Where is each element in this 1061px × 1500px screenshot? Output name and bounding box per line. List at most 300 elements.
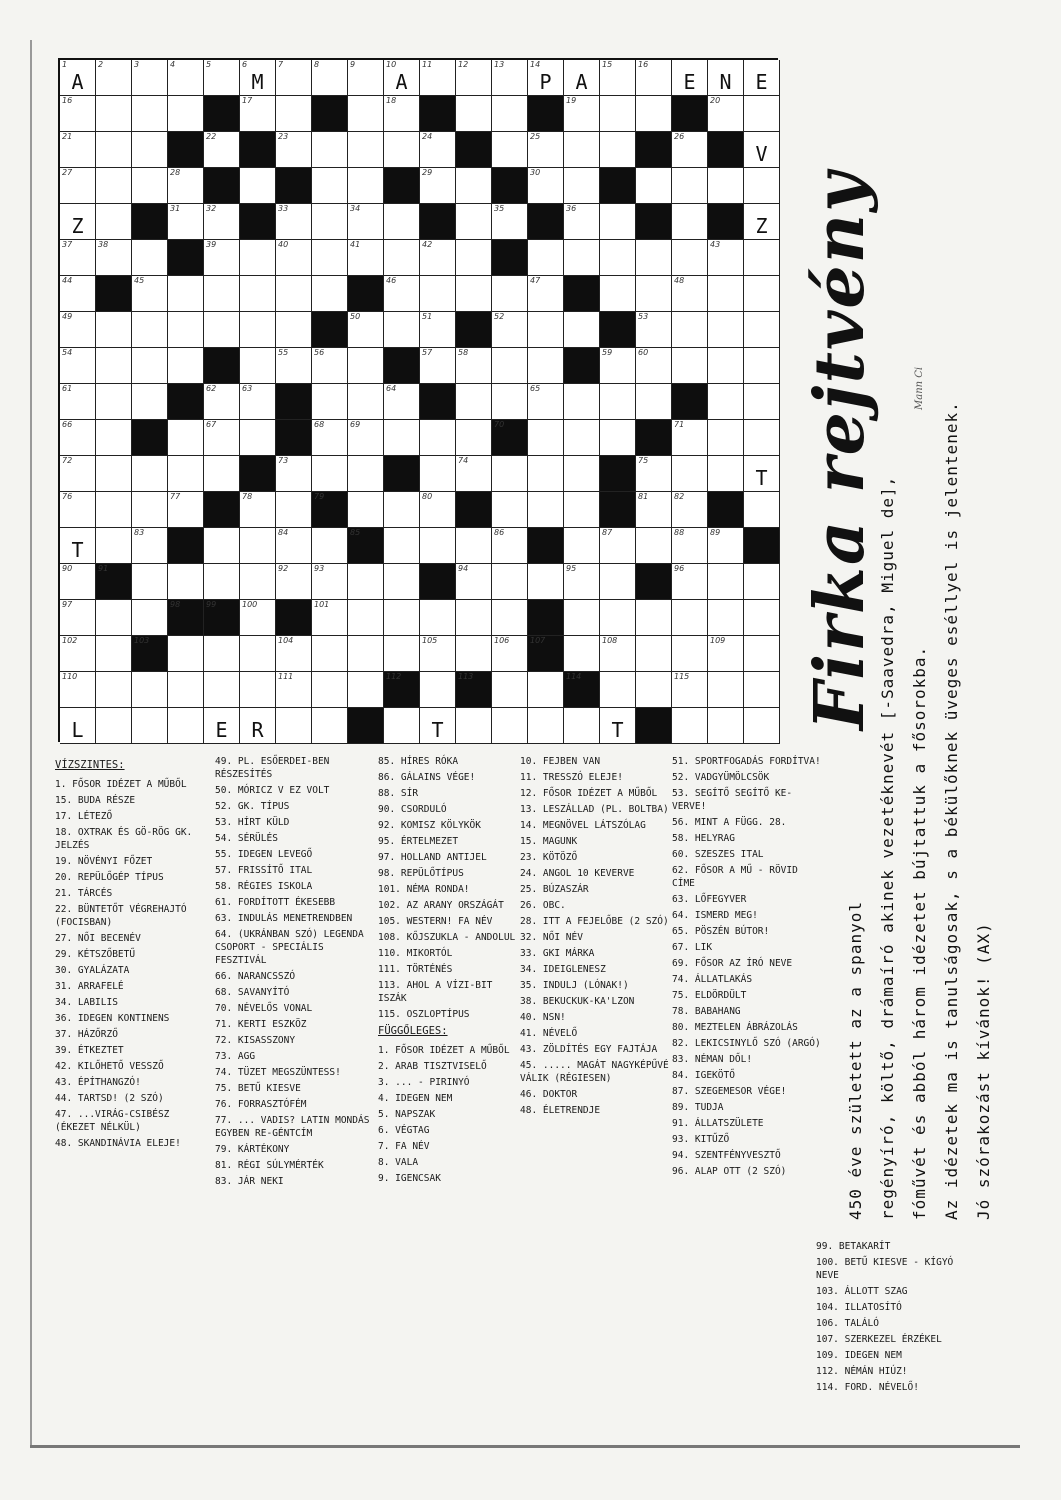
grid-cell[interactable]: [240, 528, 276, 564]
grid-cell[interactable]: [708, 672, 744, 708]
grid-cell[interactable]: [60, 492, 96, 528]
grid-cell[interactable]: [168, 348, 204, 384]
grid-cell[interactable]: [276, 672, 312, 708]
grid-cell[interactable]: [96, 348, 132, 384]
grid-cell[interactable]: [240, 420, 276, 456]
grid-cell[interactable]: [384, 132, 420, 168]
grid-cell[interactable]: [132, 672, 168, 708]
grid-cell[interactable]: [420, 348, 456, 384]
grid-cell[interactable]: [312, 420, 348, 456]
grid-cell[interactable]: [528, 60, 564, 96]
grid-cell[interactable]: [168, 672, 204, 708]
grid-cell[interactable]: [528, 132, 564, 168]
grid-cell[interactable]: [636, 96, 672, 132]
grid-cell[interactable]: [600, 564, 636, 600]
grid-cell[interactable]: [564, 708, 600, 744]
grid-cell[interactable]: [348, 600, 384, 636]
grid-cell[interactable]: [60, 96, 96, 132]
grid-cell[interactable]: [96, 204, 132, 240]
grid-cell[interactable]: [348, 204, 384, 240]
grid-cell[interactable]: [96, 240, 132, 276]
grid-cell[interactable]: [672, 312, 708, 348]
grid-cell[interactable]: [384, 492, 420, 528]
grid-cell[interactable]: [456, 420, 492, 456]
grid-cell[interactable]: [456, 276, 492, 312]
grid-cell[interactable]: [636, 348, 672, 384]
grid-cell[interactable]: [96, 168, 132, 204]
grid-cell[interactable]: [132, 456, 168, 492]
grid-cell[interactable]: [240, 708, 276, 744]
grid-cell[interactable]: [528, 420, 564, 456]
grid-cell[interactable]: [744, 708, 780, 744]
grid-cell[interactable]: [240, 384, 276, 420]
grid-cell[interactable]: [528, 492, 564, 528]
grid-cell[interactable]: [204, 312, 240, 348]
grid-cell[interactable]: [708, 456, 744, 492]
grid-cell[interactable]: [204, 528, 240, 564]
grid-cell[interactable]: [672, 636, 708, 672]
grid-cell[interactable]: [96, 456, 132, 492]
grid-cell[interactable]: [384, 204, 420, 240]
grid-cell[interactable]: [312, 276, 348, 312]
grid-cell[interactable]: [132, 276, 168, 312]
grid-cell[interactable]: [96, 708, 132, 744]
grid-cell[interactable]: [600, 600, 636, 636]
grid-cell[interactable]: [384, 60, 420, 96]
grid-cell[interactable]: [60, 132, 96, 168]
grid-cell[interactable]: [744, 60, 780, 96]
grid-cell[interactable]: [276, 708, 312, 744]
grid-cell[interactable]: [492, 96, 528, 132]
grid-cell[interactable]: [96, 312, 132, 348]
grid-cell[interactable]: [528, 708, 564, 744]
grid-cell[interactable]: [60, 636, 96, 672]
grid-cell[interactable]: [564, 312, 600, 348]
grid-cell[interactable]: [96, 420, 132, 456]
grid-cell[interactable]: [204, 132, 240, 168]
grid-cell[interactable]: [348, 168, 384, 204]
grid-cell[interactable]: [384, 708, 420, 744]
grid-cell[interactable]: [312, 636, 348, 672]
grid-cell[interactable]: [672, 348, 708, 384]
grid-cell[interactable]: [456, 348, 492, 384]
grid-cell[interactable]: [744, 240, 780, 276]
grid-cell[interactable]: [492, 456, 528, 492]
grid-cell[interactable]: [168, 312, 204, 348]
grid-cell[interactable]: [492, 492, 528, 528]
grid-cell[interactable]: [636, 672, 672, 708]
grid-cell[interactable]: [564, 204, 600, 240]
grid-cell[interactable]: [564, 384, 600, 420]
grid-cell[interactable]: [708, 168, 744, 204]
grid-cell[interactable]: [420, 456, 456, 492]
grid-cell[interactable]: [312, 672, 348, 708]
grid-cell[interactable]: [348, 636, 384, 672]
grid-cell[interactable]: [636, 276, 672, 312]
grid-cell[interactable]: [96, 132, 132, 168]
grid-cell[interactable]: [456, 204, 492, 240]
grid-cell[interactable]: [672, 600, 708, 636]
grid-cell[interactable]: [132, 564, 168, 600]
grid-cell[interactable]: [528, 276, 564, 312]
grid-cell[interactable]: [168, 204, 204, 240]
grid-cell[interactable]: [600, 708, 636, 744]
grid-cell[interactable]: [564, 60, 600, 96]
grid-cell[interactable]: [168, 636, 204, 672]
grid-cell[interactable]: [132, 600, 168, 636]
grid-cell[interactable]: [60, 168, 96, 204]
grid-cell[interactable]: [60, 600, 96, 636]
grid-cell[interactable]: [384, 276, 420, 312]
grid-cell[interactable]: [672, 564, 708, 600]
grid-cell[interactable]: [492, 276, 528, 312]
grid-cell[interactable]: [744, 276, 780, 312]
grid-cell[interactable]: [384, 240, 420, 276]
grid-cell[interactable]: [96, 672, 132, 708]
grid-cell[interactable]: [744, 492, 780, 528]
grid-cell[interactable]: [420, 672, 456, 708]
grid-cell[interactable]: [708, 276, 744, 312]
grid-cell[interactable]: [528, 456, 564, 492]
grid-cell[interactable]: [168, 168, 204, 204]
grid-cell[interactable]: [492, 564, 528, 600]
grid-cell[interactable]: [348, 96, 384, 132]
grid-cell[interactable]: [240, 60, 276, 96]
grid-cell[interactable]: [168, 456, 204, 492]
grid-cell[interactable]: [312, 168, 348, 204]
grid-cell[interactable]: [312, 204, 348, 240]
grid-cell[interactable]: [240, 492, 276, 528]
grid-cell[interactable]: [672, 420, 708, 456]
grid-cell[interactable]: [744, 96, 780, 132]
grid-cell[interactable]: [420, 312, 456, 348]
grid-cell[interactable]: [96, 384, 132, 420]
grid-cell[interactable]: [348, 132, 384, 168]
grid-cell[interactable]: [708, 96, 744, 132]
grid-cell[interactable]: [456, 168, 492, 204]
grid-cell[interactable]: [564, 456, 600, 492]
grid-cell[interactable]: [600, 636, 636, 672]
grid-cell[interactable]: [708, 708, 744, 744]
grid-cell[interactable]: [132, 312, 168, 348]
grid-cell[interactable]: [60, 456, 96, 492]
grid-cell[interactable]: [636, 168, 672, 204]
grid-cell[interactable]: [600, 60, 636, 96]
grid-cell[interactable]: [528, 564, 564, 600]
grid-cell[interactable]: [276, 132, 312, 168]
grid-cell[interactable]: [132, 132, 168, 168]
grid-cell[interactable]: [204, 204, 240, 240]
grid-cell[interactable]: [240, 636, 276, 672]
grid-cell[interactable]: [60, 420, 96, 456]
grid-cell[interactable]: [276, 636, 312, 672]
grid-cell[interactable]: [204, 276, 240, 312]
grid-cell[interactable]: [240, 96, 276, 132]
grid-cell[interactable]: [276, 60, 312, 96]
grid-cell[interactable]: [60, 384, 96, 420]
grid-cell[interactable]: [240, 312, 276, 348]
grid-cell[interactable]: [312, 384, 348, 420]
grid-cell[interactable]: [564, 96, 600, 132]
grid-cell[interactable]: [672, 528, 708, 564]
grid-cell[interactable]: [420, 240, 456, 276]
grid-cell[interactable]: [240, 240, 276, 276]
grid-cell[interactable]: [744, 384, 780, 420]
grid-cell[interactable]: [96, 600, 132, 636]
grid-cell[interactable]: [60, 312, 96, 348]
grid-cell[interactable]: [672, 168, 708, 204]
grid-cell[interactable]: [420, 132, 456, 168]
grid-cell[interactable]: [744, 636, 780, 672]
grid-cell[interactable]: [456, 60, 492, 96]
grid-cell[interactable]: [348, 384, 384, 420]
grid-cell[interactable]: [420, 420, 456, 456]
grid-cell[interactable]: [492, 636, 528, 672]
grid-cell[interactable]: [636, 600, 672, 636]
grid-cell[interactable]: [708, 312, 744, 348]
grid-cell[interactable]: [312, 60, 348, 96]
grid-cell[interactable]: [276, 312, 312, 348]
grid-cell[interactable]: [564, 636, 600, 672]
grid-cell[interactable]: [420, 60, 456, 96]
grid-cell[interactable]: [132, 240, 168, 276]
grid-cell[interactable]: [168, 420, 204, 456]
grid-cell[interactable]: [600, 348, 636, 384]
grid-cell[interactable]: [744, 600, 780, 636]
grid-cell[interactable]: [528, 672, 564, 708]
grid-cell[interactable]: [60, 564, 96, 600]
grid-cell[interactable]: [384, 528, 420, 564]
grid-cell[interactable]: [420, 600, 456, 636]
grid-cell[interactable]: [600, 240, 636, 276]
grid-cell[interactable]: [528, 168, 564, 204]
grid-cell[interactable]: [204, 420, 240, 456]
grid-cell[interactable]: [600, 528, 636, 564]
grid-cell[interactable]: [384, 564, 420, 600]
grid-cell[interactable]: [744, 348, 780, 384]
grid-cell[interactable]: [348, 420, 384, 456]
grid-cell[interactable]: [564, 528, 600, 564]
grid-cell[interactable]: [564, 600, 600, 636]
grid-cell[interactable]: [744, 204, 780, 240]
grid-cell[interactable]: [132, 348, 168, 384]
grid-cell[interactable]: [744, 168, 780, 204]
grid-cell[interactable]: [168, 96, 204, 132]
grid-cell[interactable]: [492, 528, 528, 564]
grid-cell[interactable]: [528, 348, 564, 384]
grid-cell[interactable]: [204, 708, 240, 744]
grid-cell[interactable]: [60, 240, 96, 276]
grid-cell[interactable]: [168, 564, 204, 600]
grid-cell[interactable]: [636, 456, 672, 492]
grid-cell[interactable]: [204, 636, 240, 672]
grid-cell[interactable]: [240, 564, 276, 600]
grid-cell[interactable]: [528, 384, 564, 420]
grid-cell[interactable]: [708, 600, 744, 636]
grid-cell[interactable]: [60, 528, 96, 564]
grid-cell[interactable]: [600, 96, 636, 132]
grid-cell[interactable]: [348, 492, 384, 528]
grid-cell[interactable]: [240, 168, 276, 204]
grid-cell[interactable]: [672, 204, 708, 240]
grid-cell[interactable]: [492, 204, 528, 240]
grid-cell[interactable]: [528, 240, 564, 276]
grid-cell[interactable]: [312, 528, 348, 564]
grid-cell[interactable]: [312, 600, 348, 636]
grid-cell[interactable]: [384, 96, 420, 132]
grid-cell[interactable]: [420, 636, 456, 672]
grid-cell[interactable]: [312, 708, 348, 744]
grid-cell[interactable]: [564, 240, 600, 276]
grid-cell[interactable]: [204, 564, 240, 600]
grid-cell[interactable]: [276, 528, 312, 564]
grid-cell[interactable]: [420, 168, 456, 204]
grid-cell[interactable]: [600, 420, 636, 456]
grid-cell[interactable]: [672, 708, 708, 744]
grid-cell[interactable]: [348, 240, 384, 276]
grid-cell[interactable]: [708, 528, 744, 564]
grid-cell[interactable]: [492, 708, 528, 744]
grid-cell[interactable]: [708, 348, 744, 384]
grid-cell[interactable]: [492, 312, 528, 348]
grid-cell[interactable]: [276, 96, 312, 132]
grid-cell[interactable]: [132, 384, 168, 420]
grid-cell[interactable]: [204, 240, 240, 276]
grid-cell[interactable]: [600, 132, 636, 168]
grid-cell[interactable]: [276, 348, 312, 384]
grid-cell[interactable]: [60, 276, 96, 312]
grid-cell[interactable]: [744, 564, 780, 600]
grid-cell[interactable]: [60, 60, 96, 96]
grid-cell[interactable]: [600, 276, 636, 312]
grid-cell[interactable]: [348, 564, 384, 600]
grid-cell[interactable]: [384, 636, 420, 672]
grid-cell[interactable]: [672, 492, 708, 528]
grid-cell[interactable]: [492, 132, 528, 168]
grid-cell[interactable]: [276, 492, 312, 528]
grid-cell[interactable]: [708, 60, 744, 96]
grid-cell[interactable]: [96, 636, 132, 672]
grid-cell[interactable]: [240, 348, 276, 384]
grid-cell[interactable]: [276, 204, 312, 240]
grid-cell[interactable]: [492, 348, 528, 384]
grid-cell[interactable]: [348, 312, 384, 348]
grid-cell[interactable]: [276, 564, 312, 600]
grid-cell[interactable]: [456, 240, 492, 276]
grid-cell[interactable]: [672, 456, 708, 492]
grid-cell[interactable]: [708, 636, 744, 672]
grid-cell[interactable]: [456, 564, 492, 600]
grid-cell[interactable]: [96, 528, 132, 564]
grid-cell[interactable]: [132, 492, 168, 528]
grid-cell[interactable]: [456, 600, 492, 636]
grid-cell[interactable]: [168, 60, 204, 96]
grid-cell[interactable]: [456, 456, 492, 492]
grid-cell[interactable]: [60, 708, 96, 744]
grid-cell[interactable]: [168, 492, 204, 528]
grid-cell[interactable]: [456, 528, 492, 564]
grid-cell[interactable]: [204, 384, 240, 420]
grid-cell[interactable]: [672, 240, 708, 276]
grid-cell[interactable]: [636, 240, 672, 276]
grid-cell[interactable]: [312, 132, 348, 168]
grid-cell[interactable]: [672, 672, 708, 708]
grid-cell[interactable]: [132, 168, 168, 204]
grid-cell[interactable]: [204, 672, 240, 708]
grid-cell[interactable]: [96, 492, 132, 528]
grid-cell[interactable]: [636, 60, 672, 96]
grid-cell[interactable]: [420, 708, 456, 744]
grid-cell[interactable]: [60, 204, 96, 240]
grid-cell[interactable]: [384, 600, 420, 636]
grid-cell[interactable]: [708, 240, 744, 276]
grid-cell[interactable]: [528, 312, 564, 348]
grid-cell[interactable]: [456, 636, 492, 672]
grid-cell[interactable]: [312, 348, 348, 384]
grid-cell[interactable]: [312, 240, 348, 276]
grid-cell[interactable]: [132, 708, 168, 744]
grid-cell[interactable]: [636, 528, 672, 564]
grid-cell[interactable]: [276, 456, 312, 492]
grid-cell[interactable]: [708, 420, 744, 456]
grid-cell[interactable]: [240, 672, 276, 708]
grid-cell[interactable]: [60, 348, 96, 384]
grid-cell[interactable]: [420, 276, 456, 312]
grid-cell[interactable]: [456, 96, 492, 132]
grid-cell[interactable]: [744, 132, 780, 168]
grid-cell[interactable]: [456, 384, 492, 420]
grid-cell[interactable]: [168, 276, 204, 312]
grid-cell[interactable]: [240, 276, 276, 312]
grid-cell[interactable]: [168, 708, 204, 744]
grid-cell[interactable]: [492, 672, 528, 708]
grid-cell[interactable]: [276, 276, 312, 312]
grid-cell[interactable]: [132, 60, 168, 96]
grid-cell[interactable]: [600, 384, 636, 420]
grid-cell[interactable]: [132, 96, 168, 132]
grid-cell[interactable]: [600, 204, 636, 240]
grid-cell[interactable]: [204, 60, 240, 96]
grid-cell[interactable]: [312, 456, 348, 492]
grid-cell[interactable]: [60, 672, 96, 708]
grid-cell[interactable]: [564, 132, 600, 168]
grid-cell[interactable]: [492, 384, 528, 420]
grid-cell[interactable]: [744, 312, 780, 348]
grid-cell[interactable]: [348, 60, 384, 96]
grid-cell[interactable]: [564, 564, 600, 600]
grid-cell[interactable]: [564, 168, 600, 204]
grid-cell[interactable]: [420, 492, 456, 528]
grid-cell[interactable]: [456, 708, 492, 744]
grid-cell[interactable]: [420, 528, 456, 564]
grid-cell[interactable]: [348, 456, 384, 492]
grid-cell[interactable]: [708, 384, 744, 420]
grid-cell[interactable]: [276, 240, 312, 276]
grid-cell[interactable]: [384, 312, 420, 348]
grid-cell[interactable]: [672, 60, 708, 96]
grid-cell[interactable]: [636, 492, 672, 528]
grid-cell[interactable]: [744, 456, 780, 492]
grid-cell[interactable]: [96, 60, 132, 96]
grid-cell[interactable]: [708, 564, 744, 600]
grid-cell[interactable]: [744, 672, 780, 708]
grid-cell[interactable]: [744, 420, 780, 456]
grid-cell[interactable]: [672, 276, 708, 312]
grid-cell[interactable]: [636, 636, 672, 672]
grid-cell[interactable]: [312, 564, 348, 600]
grid-cell[interactable]: [204, 456, 240, 492]
grid-cell[interactable]: [636, 384, 672, 420]
